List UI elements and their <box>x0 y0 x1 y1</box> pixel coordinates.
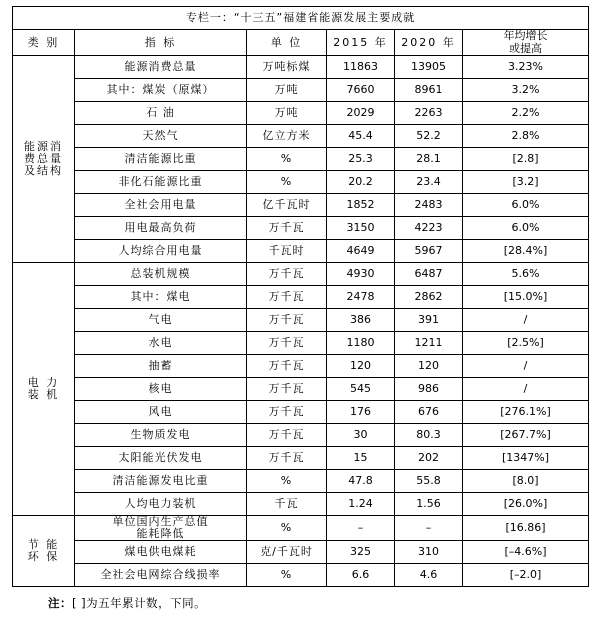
value-2015-cell: 30 <box>327 424 395 447</box>
unit-cell: 万千瓦 <box>247 263 327 286</box>
value-2015-cell: 2029 <box>327 102 395 125</box>
indicator-cell: 全社会电网综合线损率 <box>75 564 247 587</box>
growth-cell: [26.0%] <box>463 493 589 516</box>
indicator-cell: 清洁能源发电比重 <box>75 470 247 493</box>
value-2015-cell: 45.4 <box>327 125 395 148</box>
indicator-cell: 清洁能源比重 <box>75 148 247 171</box>
group-label-line: 环 保 <box>27 550 60 564</box>
growth-cell: [–2.0] <box>463 564 589 587</box>
table-note <box>12 595 588 611</box>
group-label-line: 及结构 <box>24 164 63 178</box>
indicator-cell: 煤电供电煤耗 <box>75 541 247 564</box>
value-2015-cell: 3150 <box>327 217 395 240</box>
indicator-cell: 非化石能源比重 <box>75 171 247 194</box>
table-title-row <box>13 7 589 30</box>
indicator-cell: 石 油 <box>75 102 247 125</box>
growth-cell: / <box>463 309 589 332</box>
growth-cell: 2.2% <box>463 102 589 125</box>
value-2015-cell: 25.3 <box>327 148 395 171</box>
table-row <box>13 148 589 171</box>
indicator-cell <box>75 516 247 541</box>
unit-cell: 万吨 <box>247 79 327 102</box>
table-row <box>13 125 589 148</box>
note-label: 注： <box>48 596 72 611</box>
column-header-category: 类 别 <box>13 30 75 56</box>
indicator-line: 能耗降低 <box>136 527 185 541</box>
table-row <box>13 516 589 541</box>
table-row <box>13 240 589 263</box>
table-row <box>13 355 589 378</box>
growth-cell: [28.4%] <box>463 240 589 263</box>
unit-cell: 万千瓦 <box>247 378 327 401</box>
value-2020-cell: 6487 <box>395 263 463 286</box>
value-2015-cell: 1180 <box>327 332 395 355</box>
value-2020-cell: 13905 <box>395 56 463 79</box>
unit-cell: 亿立方米 <box>247 125 327 148</box>
value-2020-cell: 120 <box>395 355 463 378</box>
table-row <box>13 447 589 470</box>
value-2020-cell: 80.3 <box>395 424 463 447</box>
unit-cell: % <box>247 516 327 541</box>
unit-cell: 万千瓦 <box>247 309 327 332</box>
value-2015-cell: 4930 <box>327 263 395 286</box>
value-2015-cell: 325 <box>327 541 395 564</box>
growth-cell: 5.6% <box>463 263 589 286</box>
value-2020-cell: 676 <box>395 401 463 424</box>
column-header-year-2020: 2020 年 <box>395 30 463 56</box>
growth-cell: [15.0%] <box>463 286 589 309</box>
value-2015-cell: 545 <box>327 378 395 401</box>
unit-cell: 万吨标煤 <box>247 56 327 79</box>
table-row <box>13 194 589 217</box>
group-label-line: 费总量 <box>24 152 63 166</box>
value-2020-cell: 391 <box>395 309 463 332</box>
unit-cell: 千瓦 <box>247 493 327 516</box>
growth-cell: [16.86] <box>463 516 589 541</box>
indicator-cell: 人均综合用电量 <box>75 240 247 263</box>
indicator-cell: 气电 <box>75 309 247 332</box>
energy-achievements-table <box>12 6 589 587</box>
table-row <box>13 286 589 309</box>
growth-cell: 3.23% <box>463 56 589 79</box>
unit-cell: 万千瓦 <box>247 355 327 378</box>
growth-cell: [2.8] <box>463 148 589 171</box>
unit-cell: 万千瓦 <box>247 332 327 355</box>
growth-cell: 3.2% <box>463 79 589 102</box>
value-2020-cell: 2483 <box>395 194 463 217</box>
table-row <box>13 56 589 79</box>
indicator-line: 单位国内生产总值 <box>112 515 209 529</box>
value-2015-cell: 20.2 <box>327 171 395 194</box>
value-2015-cell: 7660 <box>327 79 395 102</box>
value-2020-cell: – <box>395 516 463 541</box>
value-2020-cell: 2263 <box>395 102 463 125</box>
value-2020-cell: 28.1 <box>395 148 463 171</box>
table-row <box>13 378 589 401</box>
value-2020-cell: 23.4 <box>395 171 463 194</box>
table-row <box>13 564 589 587</box>
growth-cell: / <box>463 355 589 378</box>
growth-cell: [3.2] <box>463 171 589 194</box>
growth-cell: 6.0% <box>463 217 589 240</box>
column-header-growth-line2: 或提高 <box>509 41 543 55</box>
table-header-row <box>13 30 589 56</box>
growth-cell: [–4.6%] <box>463 541 589 564</box>
note-text: [ ]为五年累计数，下同。 <box>72 596 207 611</box>
indicator-cell: 人均电力装机 <box>75 493 247 516</box>
value-2020-cell: 310 <box>395 541 463 564</box>
unit-cell: 万千瓦 <box>247 424 327 447</box>
indicator-cell: 全社会用电量 <box>75 194 247 217</box>
value-2020-cell: 55.8 <box>395 470 463 493</box>
table-row <box>13 493 589 516</box>
unit-cell: % <box>247 470 327 493</box>
value-2020-cell: 5967 <box>395 240 463 263</box>
value-2015-cell: 120 <box>327 355 395 378</box>
value-2020-cell: 1211 <box>395 332 463 355</box>
unit-cell: 万千瓦 <box>247 447 327 470</box>
growth-cell: [2.5%] <box>463 332 589 355</box>
column-header-year-2015: 2015 年 <box>327 30 395 56</box>
value-2015-cell: 1.24 <box>327 493 395 516</box>
value-2015-cell: 176 <box>327 401 395 424</box>
value-2015-cell: 6.6 <box>327 564 395 587</box>
table-row <box>13 470 589 493</box>
group-label-energy-saving <box>13 516 75 587</box>
value-2020-cell: 1.56 <box>395 493 463 516</box>
table-row <box>13 79 589 102</box>
group-label-line: 节 能 <box>27 538 60 552</box>
table-row <box>13 332 589 355</box>
table-row <box>13 424 589 447</box>
growth-cell: [1347%] <box>463 447 589 470</box>
unit-cell: 万千瓦 <box>247 401 327 424</box>
group-label-power-capacity <box>13 263 75 516</box>
indicator-cell: 其中：煤炭（原煤） <box>75 79 247 102</box>
indicator-cell: 用电最高负荷 <box>75 217 247 240</box>
growth-cell: [276.1%] <box>463 401 589 424</box>
table-row <box>13 171 589 194</box>
group-label-line: 能源消 <box>24 140 63 154</box>
table-row <box>13 102 589 125</box>
group-label-line: 电 力 <box>27 376 60 390</box>
value-2015-cell: 4649 <box>327 240 395 263</box>
column-header-indicator: 指 标 <box>75 30 247 56</box>
value-2020-cell: 986 <box>395 378 463 401</box>
column-header-unit: 单 位 <box>247 30 327 56</box>
value-2015-cell: 11863 <box>327 56 395 79</box>
table-row <box>13 541 589 564</box>
indicator-cell: 风电 <box>75 401 247 424</box>
growth-cell: / <box>463 378 589 401</box>
growth-cell: 6.0% <box>463 194 589 217</box>
value-2015-cell: 15 <box>327 447 395 470</box>
indicator-cell: 水电 <box>75 332 247 355</box>
group-label-line: 装 机 <box>27 388 60 402</box>
value-2020-cell: 2862 <box>395 286 463 309</box>
unit-cell: 万吨 <box>247 102 327 125</box>
table-title: 专栏一：“十三五”福建省能源发展主要成就 <box>13 7 589 30</box>
indicator-cell: 能源消费总量 <box>75 56 247 79</box>
indicator-cell: 生物质发电 <box>75 424 247 447</box>
value-2020-cell: 4223 <box>395 217 463 240</box>
value-2020-cell: 202 <box>395 447 463 470</box>
unit-cell: 千瓦时 <box>247 240 327 263</box>
unit-cell: 万千瓦 <box>247 217 327 240</box>
table-row <box>13 263 589 286</box>
indicator-cell: 抽蓄 <box>75 355 247 378</box>
value-2015-cell: 386 <box>327 309 395 332</box>
value-2020-cell: 8961 <box>395 79 463 102</box>
indicator-cell: 天然气 <box>75 125 247 148</box>
unit-cell: % <box>247 171 327 194</box>
column-header-growth <box>463 30 589 56</box>
unit-cell: % <box>247 148 327 171</box>
unit-cell: 万千瓦 <box>247 286 327 309</box>
unit-cell: 克/千瓦时 <box>247 541 327 564</box>
table-row <box>13 401 589 424</box>
value-2015-cell: 47.8 <box>327 470 395 493</box>
indicator-cell: 核电 <box>75 378 247 401</box>
growth-cell: [8.0] <box>463 470 589 493</box>
value-2015-cell: 2478 <box>327 286 395 309</box>
indicator-cell: 总装机规模 <box>75 263 247 286</box>
table-row <box>13 309 589 332</box>
growth-cell: [267.7%] <box>463 424 589 447</box>
value-2020-cell: 52.2 <box>395 125 463 148</box>
table-row <box>13 217 589 240</box>
column-header-growth-line1: 年均增长 <box>503 29 548 42</box>
growth-cell: 2.8% <box>463 125 589 148</box>
unit-cell: 亿千瓦时 <box>247 194 327 217</box>
group-label-energy-consumption <box>13 56 75 263</box>
value-2020-cell: 4.6 <box>395 564 463 587</box>
unit-cell: % <box>247 564 327 587</box>
value-2015-cell: – <box>327 516 395 541</box>
indicator-cell: 太阳能光伏发电 <box>75 447 247 470</box>
value-2015-cell: 1852 <box>327 194 395 217</box>
indicator-cell: 其中：煤电 <box>75 286 247 309</box>
